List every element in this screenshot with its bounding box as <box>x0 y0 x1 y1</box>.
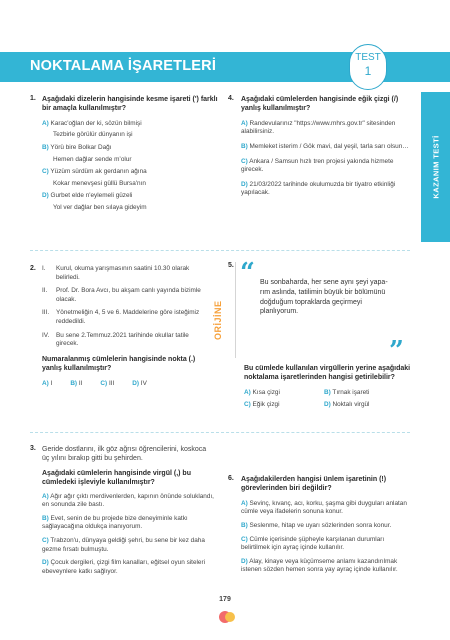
option-text: Çocuk dergileri, çizgi film kanalları, eğitsel oyun siteleri ebeveynlere katkı sağlıyor. <box>42 559 206 575</box>
test-badge <box>349 44 387 90</box>
option-text: Trabzon'u, dünyaya geldiği şehri, bu sene bir kez daha gezme fırsatı bulmuştu. <box>42 537 205 553</box>
question-3-number: 3. <box>30 445 36 452</box>
option-letter: D) <box>241 180 248 188</box>
option-line: Karac'oğlan der ki, sözün bilmişi <box>50 119 142 127</box>
section-divider <box>30 432 410 433</box>
option-text: I <box>50 379 53 387</box>
roman-numeral: I. <box>42 265 46 272</box>
option-text: IV <box>140 379 147 387</box>
option-line: Kokar menevşesi güllü Bursa'nın <box>53 179 146 187</box>
option-text: Memleket isterim / Gök mavi, dal yeşil, tarla sarı olsun… <box>249 143 409 150</box>
option-text: Cümle içerisinde şüpheyle karşılanan durumları belirtilmek için ayraç içinde kullanılır. <box>241 535 385 552</box>
question-5-number: 5. <box>228 262 234 269</box>
option-text: Evet, senin de bu projede bize deneyiminle katkı sağlayacağına oldukça inanıyorum. <box>42 514 188 531</box>
option-letter: C) <box>42 168 49 176</box>
option-letter: D) <box>42 192 49 200</box>
question-6-stem: Aşağıdakilerden hangisi ünlem işaretinin (!) görevlerinden biri değildir? <box>241 476 387 493</box>
test-label: TEST <box>355 52 381 63</box>
option-letter: A) <box>42 379 49 387</box>
option-text: Eğik çizgi <box>252 401 280 409</box>
question-4 <box>241 95 413 198</box>
option-text: Seslenme, hitap ve uyarı sözlerinden sonra konur. <box>249 522 392 529</box>
option-text: Alay, kinaye veya küçümseme anlamı kazandırılmak istenen sözden hemen sonra yay ayraç içinde kullanılır. <box>241 557 398 574</box>
roman-numeral: II. <box>42 287 48 295</box>
question-4-number: 4. <box>228 95 234 102</box>
option-letter: B) <box>241 143 248 150</box>
orange-tag: ORİJİNE <box>213 300 223 340</box>
option-letter: D) <box>241 557 248 565</box>
item-text: Kurul, okuma yarışmasının saatini 10.30 olarak belirledi. <box>56 265 190 281</box>
option-line: Gurbet elde n'eylemeli güzeli <box>50 192 133 200</box>
side-tab-label: KAZANIM TESTİ <box>431 135 440 199</box>
roman-numeral: III. <box>42 309 50 317</box>
option-line: Yüzüm sürdüm ak gerdanın ağına <box>50 168 147 176</box>
option-letter: C) <box>100 379 108 387</box>
question-2 <box>42 265 210 388</box>
test-number: 1 <box>364 64 372 78</box>
quote-text: Bu sonbaharda, her sene aynı şeyi yaparım aslında, tatilimin büyük bir bölümünü doğduğum topraklarda geçirmeyi planlıyorum. <box>260 279 388 316</box>
option-letter: A) <box>241 499 248 507</box>
option-letter: B) <box>241 522 248 529</box>
option-letter: D) <box>132 379 140 387</box>
option-text: Kısa çizgi <box>252 388 280 396</box>
option-letter: B) <box>324 388 331 396</box>
question-1-stem: Aşağıdaki dizelerin hangisinde kesme işareti (') farklı bir amaçla kullanılmıştır? <box>42 96 218 113</box>
item-text: Prof. Dr. Bora Avcı, bu akşam canlı yayında bizimle olacak. <box>56 287 201 303</box>
option-text: 21/03/2022 tarihinde okulumuzda bir tiyatro etkinliği yapılacak. <box>241 180 396 197</box>
question-4-stem: Aşağıdaki cümlelerden hangisinde eğik çizgi (/) yanlış kullanılmıştır? <box>241 96 399 113</box>
option-line: Yörü bire Bolkar Dağı <box>50 144 112 151</box>
option-letter: C) <box>244 401 251 409</box>
question-6 <box>241 475 413 575</box>
page-number: 179 <box>219 596 231 603</box>
option-letter: D) <box>324 401 331 409</box>
side-tab <box>421 92 450 242</box>
option-letter: A) <box>241 119 248 127</box>
option-letter: B) <box>42 514 49 522</box>
option-text: II <box>78 379 83 387</box>
question-1 <box>42 95 222 213</box>
option-text: Randevularınız "https://www.mhrs.gov.tr" sitesinden alabilirsiniz. <box>241 119 396 136</box>
page-title: NOKTALAMA İŞARETLERİ <box>30 58 217 74</box>
option-text: Sevinç, kıvanç, acı, korku, şaşma gibi duyguları anlatan cümle veya ifadelerin sonuna konur. <box>241 499 407 516</box>
option-letter: C) <box>241 157 248 165</box>
item-text: Bu sene 2.Temmuz.2021 tarihinde okullar tatile girecek. <box>56 331 189 348</box>
question-3-intro: Geride dostlarını, ilk göz ağrısı öğrencilerini, koskoca üç yılını bırakıp gitti bu şehirden. <box>42 446 207 463</box>
option-letter: A) <box>42 119 49 127</box>
option-text: Noktalı virgül <box>332 401 370 409</box>
option-letter: D) <box>42 559 49 567</box>
question-2-stem: Numaralanmış cümlelerin hangisinde nokta (.) yanlış kullanılmıştır? <box>42 355 196 373</box>
question-3 <box>42 445 214 576</box>
question-5-stem: Bu cümlede kullanılan virgüllerin yerine aşağıdaki noktalama işaretlerinden hangisi getirilebilir? <box>244 365 411 382</box>
option-letter: C) <box>42 537 49 544</box>
roman-numeral: IV. <box>42 331 50 339</box>
option-text: Tırnak işareti <box>332 388 370 396</box>
question-2-number: 2. <box>30 265 36 272</box>
option-letter: B) <box>70 379 78 387</box>
option-text: III <box>108 379 115 387</box>
open-quote-icon: “ <box>240 258 255 288</box>
option-line: Yol ver dağlar ben sılaya gideyim <box>53 203 147 211</box>
question-3-stem: Aşağıdaki cümlelerin hangisinde virgül (,) bu cümledeki işleviyle kullanılmıştır? <box>42 469 191 487</box>
question-5 <box>244 364 414 410</box>
option-line: Hemen dağlar sende mʼolur <box>53 155 132 163</box>
section-divider <box>30 250 410 251</box>
close-quote-icon: ” <box>389 336 404 366</box>
option-line: Tezbirle görülür dünyanın işi <box>53 131 133 139</box>
question-6-number: 6. <box>228 475 234 482</box>
quote-box <box>235 258 410 366</box>
decorative-dot <box>225 612 235 622</box>
option-letter: A) <box>42 492 49 500</box>
option-text: Ağır ağır çıktı merdivenlerden, kapının önünde soluklandı, en sonunda zile bastı. <box>42 492 214 509</box>
option-letter: A) <box>244 388 251 396</box>
option-letter: C) <box>241 535 248 543</box>
option-text: Ankara / Samsun hızlı tren projesi yakında hizmete girecek. <box>241 157 394 174</box>
item-text: Yönetmeliğin 4, 5 ve 6. Maddelerine göre isteğimiz reddedildi. <box>56 309 200 325</box>
question-1-number: 1. <box>30 95 36 102</box>
option-letter: B) <box>42 144 49 151</box>
